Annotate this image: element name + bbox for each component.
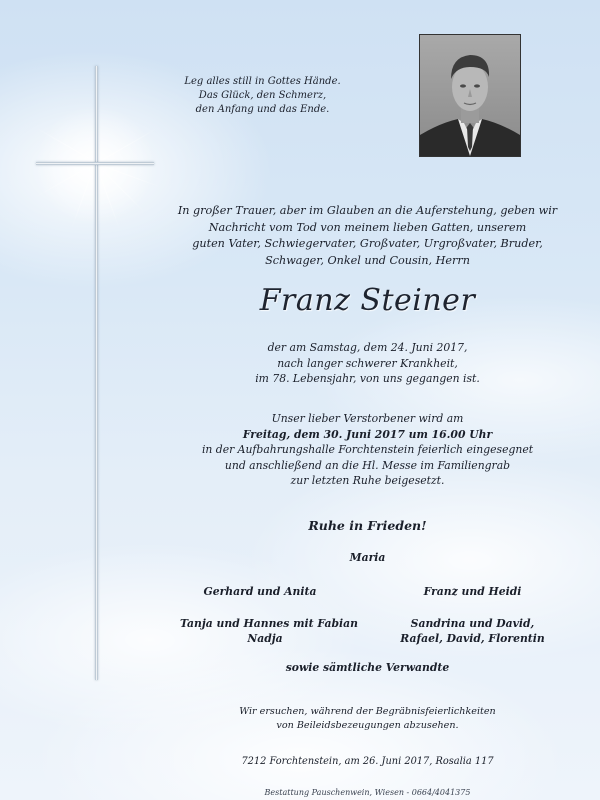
funeral-line: und anschließend an die Hl. Messe im Familiengrab xyxy=(224,458,511,472)
portrait-photo xyxy=(419,34,521,157)
verse-line: Leg alles still in Gottes Hände. xyxy=(184,76,341,87)
spouse-name: Maria xyxy=(349,551,386,564)
intro-line: Nachricht vom Tod von meinem lieben Gatten, unserem xyxy=(208,220,527,234)
death-line: der am Samstag, dem 24. Juni 2017, xyxy=(267,341,468,354)
announcement-intro xyxy=(170,203,565,269)
family-right-2a: Sandrina und David, xyxy=(410,617,535,630)
funeral-date: Freitag, dem 30. Juni 2017 um 16.00 Uhr xyxy=(242,427,493,441)
death-line: im 78. Lebensjahr, von uns gegangen ist. xyxy=(255,372,480,385)
intro-line: guten Vater, Schwiegervater, Großvater, Urgroßvater, Bruder, xyxy=(192,237,543,250)
relatives: sowie sämtliche Verwandte xyxy=(285,661,450,674)
portrait-photo-icon xyxy=(420,35,520,156)
rest-in-peace: Ruhe in Frieden! xyxy=(308,518,427,533)
family-left-2a: Tanja und Hannes mit Fabian xyxy=(180,617,358,630)
funeral-line: in der Aufbahrungshalle Forchtenstein feierlich eingesegnet xyxy=(201,443,534,456)
death-line: nach langer schwerer Krankheit, xyxy=(277,356,458,370)
closing-line: Wir ersuchen, während der Begräbnisfeierlichkeiten xyxy=(239,706,496,717)
funeral-line: zur letzten Ruhe beigesetzt. xyxy=(290,474,445,487)
deceased-name: Franz Steiner xyxy=(259,283,476,318)
funeral-details xyxy=(170,411,565,489)
cross-vertical-beam xyxy=(95,66,98,680)
closing-request xyxy=(170,705,565,732)
cross-horizontal-beam xyxy=(36,162,154,165)
family-right-1: Franz und Heidi xyxy=(423,585,522,598)
funeral-line: Unser lieber Verstorbener wird am xyxy=(271,412,464,425)
place-and-date: 7212 Forchtenstein, am 26. Juni 2017, Rosalia 117 xyxy=(241,756,494,767)
undertaker-footer: Bestattung Pauschenwein, Wiesen - 0664/4041375 xyxy=(264,788,471,797)
intro-line: Schwager, Onkel und Cousin, Herrn xyxy=(265,253,470,267)
family-left-2b: Nadja xyxy=(247,632,283,645)
closing-line: von Beileidsbezeugungen abzusehen. xyxy=(276,719,459,731)
verse-line: den Anfang und das Ende. xyxy=(195,104,330,115)
family-left-1: Gerhard und Anita xyxy=(203,585,317,598)
verse-line: Das Glück, den Schmerz, xyxy=(198,90,327,101)
verse xyxy=(160,75,365,117)
family-left-2 xyxy=(180,616,358,646)
intro-line: In großer Trauer, aber im Glauben an die Auferstehung, geben wir xyxy=(177,204,558,217)
family-right-2 xyxy=(390,616,555,646)
family-right-2b: Rafael, David, Florentin xyxy=(400,632,545,645)
death-details xyxy=(170,340,565,387)
